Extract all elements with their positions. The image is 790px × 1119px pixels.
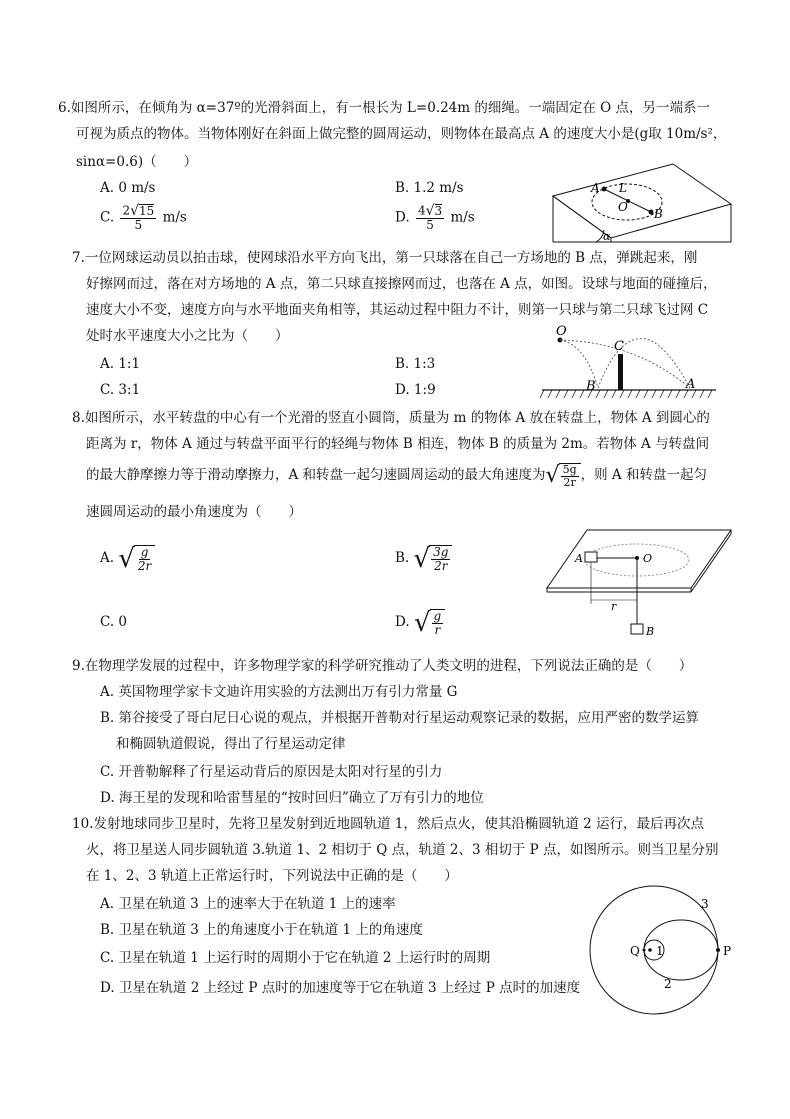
- q6-option-d-label: D.: [395, 209, 410, 226]
- q10-option-c: C. 卫星在轨道 1 上运行时的周期小于它在轨道 2 上运行时的周期: [100, 950, 491, 966]
- q7-line-3: 速度大小不变，速度方向与水平地面夹角相等，其运动过程中阻力不计，则第一只球与第二只球飞过网 C: [86, 302, 709, 318]
- q6-c-rad: 15: [139, 204, 155, 218]
- q7-option-b: B. 1:3: [395, 356, 436, 372]
- q10-line-2: 火，将卫星送人同步圆轨道 3.轨道 1、2 相切于 Q 点，轨道 2、3 相切于 P 点，如图所示。则当卫星分别: [86, 842, 719, 858]
- q10-fig-label-3: 3: [701, 897, 709, 911]
- q10-orbit-figure: [584, 880, 744, 1020]
- q8-d-num: g: [433, 608, 442, 623]
- q7-fig-label-a: A: [686, 377, 696, 392]
- q7-line-2: 好擦网而过，落在对方场地的 A 点，第二只球直接擦网而过，也落在 A 点，如图。设球与地面的碰撞后，: [86, 276, 717, 292]
- q6-fig-label-alpha: α: [603, 230, 611, 243]
- q7-fig-label-b: B: [586, 379, 596, 394]
- q10-option-a: A. 卫星在轨道 3 上的速率大于在轨道 1 上的速率: [100, 896, 396, 912]
- q8-line-1: 8.如图所示，水平转盘的中心有一个光滑的竖直小圆筒，质量为 m 的物体 A 放在转盘上，物体 A 到圆心的: [72, 410, 710, 426]
- q6-fig-label-o: O: [618, 200, 628, 214]
- q8-a-num: g: [140, 544, 149, 559]
- q7-tennis-figure: [540, 322, 718, 402]
- q8-d-den: r: [434, 622, 441, 637]
- q9-option-c: C. 开普勒解释了行星运动背后的原因是太阳对行星的引力: [100, 764, 443, 780]
- q8-line-3: [86, 462, 707, 489]
- q8-line-4: 速圆周运动的最小角速度为（ ）: [86, 504, 302, 520]
- q8-b-den: 2r: [434, 558, 448, 573]
- q10-option-d: D. 卫星在轨道 2 上经过 P 点时的加速度等于它在轨道 3 上经过 P 点时的加速度: [100, 980, 581, 996]
- q8-max-omega: √ $\frac{5g}{2r}$: [546, 463, 581, 489]
- q7-fig-label-c: C: [614, 339, 624, 354]
- q6-option-c-label: C.: [100, 209, 115, 226]
- q8-turntable-figure: [545, 528, 735, 640]
- q10-fig-label-q: Q: [630, 944, 640, 958]
- q6-incline-figure: [548, 160, 734, 246]
- q10-fig-label-1: 1: [656, 944, 664, 958]
- q8-line-3-post: ，则 A 和转盘一起匀: [580, 467, 707, 483]
- q10-fig-label-p: P: [723, 944, 732, 958]
- q6-option-d: [395, 204, 475, 232]
- q10-option-b: B. 卫星在轨道 3 上的角速度小于在轨道 1 上的角速度: [100, 922, 423, 938]
- q7-fig-label-o: O: [556, 324, 567, 339]
- q8-fig-label-a: A: [575, 552, 583, 565]
- q8-fig-label-o: O: [643, 552, 653, 565]
- q8-option-b: B. √ $\frac{3g}{2r}$: [395, 542, 452, 574]
- q7-line-1: 7.一位网球运动员以拍击球，使网球沿水平方向飞出，第一只球落在自己一方场地的 B 点，弹跳起来，刚: [72, 250, 698, 266]
- q7-option-d: D. 1:9: [395, 382, 436, 398]
- q6-option-c-fraction: 2 √ 15 5: [122, 203, 155, 232]
- q8-max-omega-den: 2r: [563, 475, 576, 489]
- q8-option-d-label: D.: [395, 614, 410, 630]
- q8-max-omega-num: 5g: [562, 462, 577, 476]
- q8-option-a: A. √ $\frac{g}{2r}$: [100, 542, 155, 574]
- q8-line-2: 距离为 r，物体 A 通过与转盘平面平行的轻绳与物体 B 相连，物体 B 的质量为 2m。若物体 A 与转盘间: [86, 436, 710, 452]
- q6-option-c: [100, 204, 187, 232]
- q6-c-unit: m/s: [162, 209, 187, 226]
- q7-line-4: 处时水平速度大小之比为（ ）: [86, 328, 289, 344]
- q8-option-b-label: B.: [395, 550, 410, 566]
- q6-fig-label-a: A: [591, 181, 600, 195]
- q7-option-c: C. 3:1: [100, 382, 141, 398]
- q7-option-a: A. 1:1: [100, 356, 141, 372]
- q6-d-den: 5: [426, 218, 434, 232]
- q6-option-d-fraction: 4 √ 3 5: [417, 203, 443, 232]
- q6-d-coef: 4: [417, 203, 426, 218]
- q6-line-3: sinα=0.6)（ ）: [76, 154, 198, 170]
- q8-option-d: D. √ $\frac{g}{r}$: [395, 606, 445, 638]
- q6-line-2: 可视为质点的物体。当物体刚好在斜面上做完整的圆周运动，则物体在最高点 A 的速度大小是(g取 10m/s²，: [76, 126, 727, 142]
- q8-fig-label-b: B: [646, 625, 655, 638]
- q6-fig-label-b: B: [654, 207, 663, 221]
- q8-option-a-label: A.: [100, 550, 115, 566]
- q8-option-c: C. 0: [100, 614, 128, 630]
- q6-option-b: B. 1.2 m/s: [395, 180, 464, 196]
- q10-fig-label-2: 2: [664, 977, 672, 991]
- q10-line-3: 在 1、2、3 轨道上正常运行时，下列说法中正确的是（ ）: [86, 868, 458, 884]
- q9-option-d: D. 海王星的发现和哈雷彗星的“按时回归”确立了万有引力的地位: [100, 790, 484, 806]
- q8-fig-label-r: r: [611, 600, 617, 613]
- q6-option-a: A. 0 m/s: [100, 180, 156, 196]
- q8-b-num: 3g: [433, 544, 449, 559]
- q6-d-rad: 3: [434, 204, 443, 218]
- q6-d-unit: m/s: [450, 209, 475, 226]
- q8-a-den: 2r: [137, 558, 152, 573]
- q9-option-b: B. 第谷接受了哥白尼日心说的观点，并根据开普勒对行星运动观察记录的数据，应用严密的数学运算: [100, 710, 700, 726]
- q9-option-b-cont: 和椭圆轨道假说，得出了行星运动定律: [116, 736, 346, 752]
- q9-option-a: A. 英国物理学家卡文迪许用实验的方法测出万有引力常量 G: [100, 684, 458, 700]
- q9-line-1: 9.在物理学发展的过程中，许多物理学家的科学研究推动了人类文明的进程，下列说法正确的是（ ）: [72, 658, 693, 674]
- q6-c-coef: 2: [122, 203, 131, 218]
- q6-line-1: 6.如图所示，在倾角为 α=37º的光滑斜面上，有一根长为 L=0.24m 的细绳。一端固定在 O 点，另一端系一: [58, 100, 710, 116]
- q6-c-den: 5: [134, 218, 143, 232]
- q8-line-3-pre: 的最大静摩擦力等于滑动摩擦力，A 和转盘一起匀速圆周运动的最大角速度为: [86, 467, 546, 483]
- q6-fig-label-l: L: [619, 181, 627, 195]
- q10-line-1: 10.发射地球同步卫星时，先将卫星发射到近地圆轨道 1，然后点火，使其沿椭圆轨道 2 运行，最后再次点: [72, 816, 705, 832]
